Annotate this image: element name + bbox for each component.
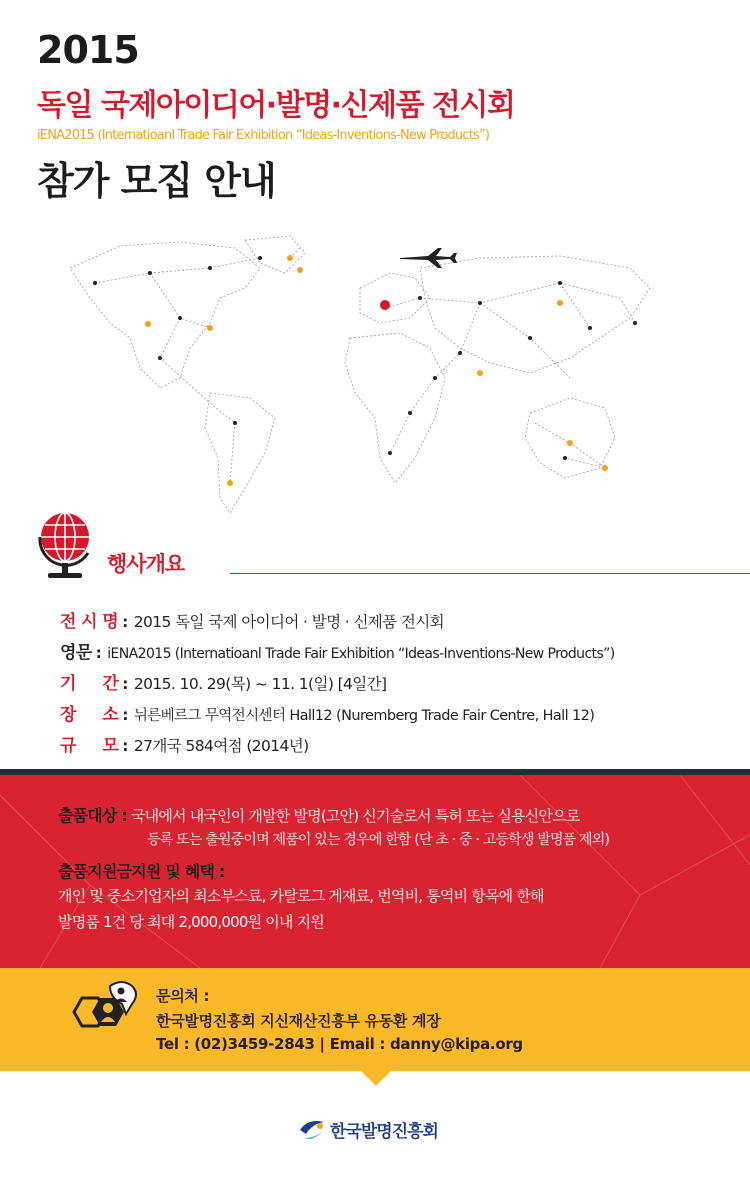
support-label: 출품지원금지원 및 혜택 :: [58, 862, 225, 881]
support-text-2: 발명품 1건 당 최대 2,000,000원 이내 지원: [58, 913, 324, 931]
contact-label: 문의처 :: [156, 987, 210, 1005]
requirements-content: [58, 803, 738, 937]
support-heading: [58, 859, 738, 885]
row-key: 규 모: [60, 736, 119, 756]
overview-row-venue: 장 소 : 뉘른베르그 무역전시센터 Hall12 (Nuremberg Trade Fair Centre, Hall 12): [60, 700, 740, 731]
row-value: 27개국 584여점 (2014년): [133, 737, 309, 755]
eligibility-label: 출품대상 :: [58, 806, 127, 825]
logo-text: 한국발명진흥회: [330, 1121, 438, 1142]
eligibility-line-1: [58, 803, 738, 829]
row-key: 영문: [60, 643, 92, 663]
contact-organization: 한국발명진흥회 지신재산진흥부 유동환 계장: [156, 1012, 441, 1030]
page-title: 참가 모집 안내: [37, 159, 276, 203]
overview-row-english: 영문 : iENA2015 (Internatioanl Trade Fair Exhibition “Ideas-Inventions-New Products”): [60, 638, 740, 669]
section-divider: [230, 573, 750, 574]
eligibility-text-1: 국내에서 내국인이 개발한 발명(고안) 신기술로서 특허 또는 실용신안으로: [130, 807, 580, 825]
row-value: 뉘른베르그 무역전시센터 Hall12 (Nuremberg Trade Fair Centre, Hall 12): [133, 708, 595, 724]
footer-logo: [298, 1116, 438, 1142]
year-heading: 2015: [37, 28, 139, 72]
support-line-1: [58, 885, 738, 911]
row-key: 전 시 명: [60, 612, 119, 632]
globe-icon: [30, 505, 100, 585]
overview-row-name: 전 시 명 : 2015 독일 국제 아이디어 · 발명 · 신제품 전시회: [60, 607, 740, 638]
eligibility-text-2: 등록 또는 출원중이며 제품이 있는 경우에 한함 (단 초 · 중 · 고등학생 발명품 제외): [147, 832, 610, 848]
contact-pointer: [360, 1070, 392, 1086]
event-title-korean: 독일 국제아이디어·발명·신제품 전시회: [37, 88, 515, 123]
row-value: 2015 독일 국제 아이디어 · 발명 · 신제품 전시회: [133, 613, 445, 631]
contact-info: [156, 985, 523, 1060]
section-title-overview: 행사개요: [107, 552, 185, 576]
event-title-english: iENA2015 (Internatioanl Trade Fair Exhibition “Ideas-Inventions-New Products”): [37, 128, 490, 143]
eligibility-line-2: [58, 829, 738, 855]
overview-row-scale: 규 모 : 27개국 584여점 (2014년): [60, 731, 740, 762]
kipa-logo-icon: [298, 1116, 328, 1142]
support-line-2: [58, 911, 738, 937]
row-value: iENA2015 (Internatioanl Trade Fair Exhibition “Ideas-Inventions-New Products”): [107, 646, 615, 662]
row-key: 기 간: [60, 674, 119, 694]
airplane-icon: [400, 248, 457, 268]
world-map-illustration: [60, 228, 660, 528]
overview-list: [60, 607, 740, 762]
overview-row-period: 기 간 : 2015. 10. 29(목) ~ 11. 1(일) [4일간]: [60, 669, 740, 700]
row-value: 2015. 10. 29(목) ~ 11. 1(일) [4일간]: [133, 675, 387, 693]
row-key: 장 소: [60, 705, 119, 725]
support-text-1: 개인 및 중소기업자의 최소부스료, 카탈로그 게재료, 번역비, 통역비 항목에 한해: [58, 887, 544, 905]
contact-tel-email: Tel : (02)3459-2843 | Email : danny@kipa.org: [156, 1035, 523, 1053]
contact-person-icon: [70, 980, 150, 1042]
